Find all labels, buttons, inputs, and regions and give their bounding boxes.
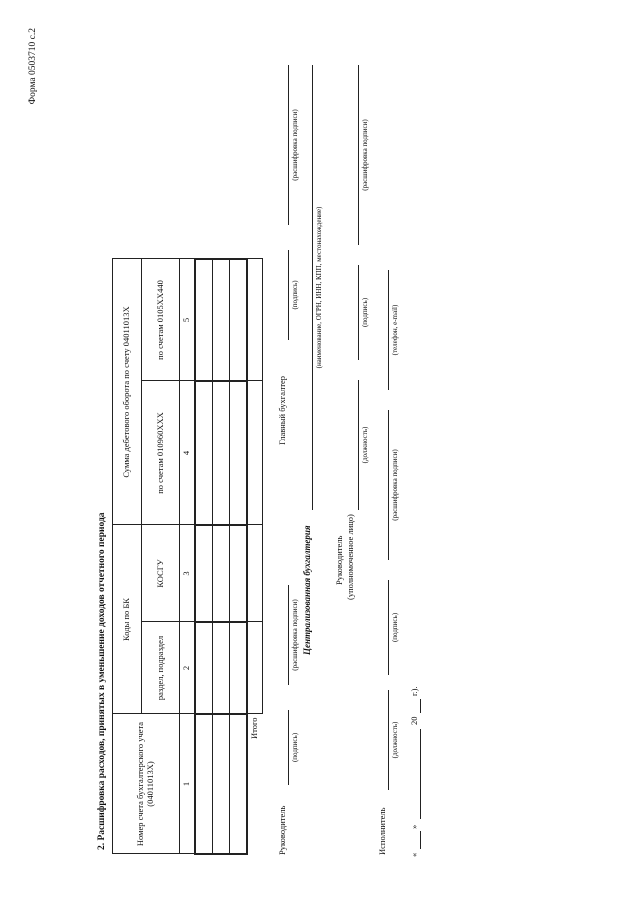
executor-position-line	[388, 690, 389, 790]
head2-sub: (уполномоченное лицо)	[345, 514, 355, 600]
col-num-2: 2	[180, 622, 196, 714]
head-label: Руководитель	[277, 805, 287, 855]
date-close-quote: »	[409, 824, 419, 829]
table-row	[230, 259, 248, 854]
org-line	[312, 65, 313, 510]
table-row	[195, 259, 213, 854]
table-row	[213, 259, 230, 854]
executor-decode-caption: (расшифровка подписи)	[391, 449, 399, 521]
head2-label: Руководитель	[334, 535, 344, 585]
executor-sign-caption: (подпись)	[391, 612, 399, 643]
col-num-4: 4	[180, 381, 196, 525]
form-code: Форма 0503710 с.2	[28, 28, 38, 105]
head-decode-line	[288, 585, 289, 685]
executor-phone-line	[388, 270, 389, 390]
head2-decode-line	[358, 65, 359, 245]
head2-decode-caption: (расшифровка подписи)	[361, 119, 369, 191]
executor-label: Исполнитель	[377, 807, 387, 855]
executor-phone-caption: (телефон, e-mail)	[391, 304, 399, 356]
date-year-prefix: 20	[409, 716, 419, 725]
head2-position-line	[358, 380, 359, 510]
col-num-5: 5	[180, 259, 196, 381]
executor-decode-line	[388, 410, 389, 560]
centralized-accounting-label: Централизованная бухгалтерия	[302, 525, 312, 655]
chief-sign-line	[288, 250, 289, 340]
date-day-line	[420, 831, 421, 849]
date-open-quote: «	[409, 852, 419, 857]
header-section: раздел, подраздел	[142, 622, 180, 714]
chief-decode-line	[288, 65, 289, 225]
col-num-3: 3	[180, 525, 196, 622]
header-kosgu: КОСГУ	[142, 525, 180, 622]
col-num-1: 1	[180, 714, 196, 854]
section-title: 2. Расшифровка расходов, принятых в уменьшение доходов отчетного периода	[97, 512, 107, 850]
expenses-table	[112, 258, 263, 855]
chief-sign-caption: (подпись)	[291, 280, 299, 310]
date-year-line	[420, 699, 421, 713]
header-acc2: по счетам 0105ХХ440	[142, 259, 180, 381]
header-acc1: по счетам 010960ХХХ	[142, 381, 180, 525]
chief-accountant-label: Главный бухгалтер	[277, 375, 287, 445]
total-row	[247, 259, 263, 854]
head2-sign-caption: (подпись)	[361, 297, 369, 328]
total-label: Итого	[249, 717, 260, 740]
date-month-line	[420, 729, 421, 819]
head2-sign-line	[358, 265, 359, 360]
header-codes: Коды по БК	[113, 525, 142, 714]
org-caption: (наименование, ОГРН, ИНН, КПП, местонахождение)	[315, 206, 323, 369]
chief-decode-caption: (расшифровка подписи)	[291, 109, 299, 181]
date-year-suffix: г.).	[409, 686, 419, 696]
head-sign-line	[288, 710, 289, 785]
executor-position-caption: (должность)	[391, 721, 399, 759]
head-decode-caption: (расшифровка подписи)	[291, 599, 299, 671]
header-sum: Сумма дебетового оборота по счету 04011013Х	[113, 259, 142, 525]
head2-position-caption: (должность)	[361, 426, 369, 464]
head-sign-caption: (подпись)	[291, 732, 299, 763]
executor-sign-line	[388, 580, 389, 675]
header-account: Номер счета бухгалтерского учета (04011013Х)	[113, 714, 180, 854]
